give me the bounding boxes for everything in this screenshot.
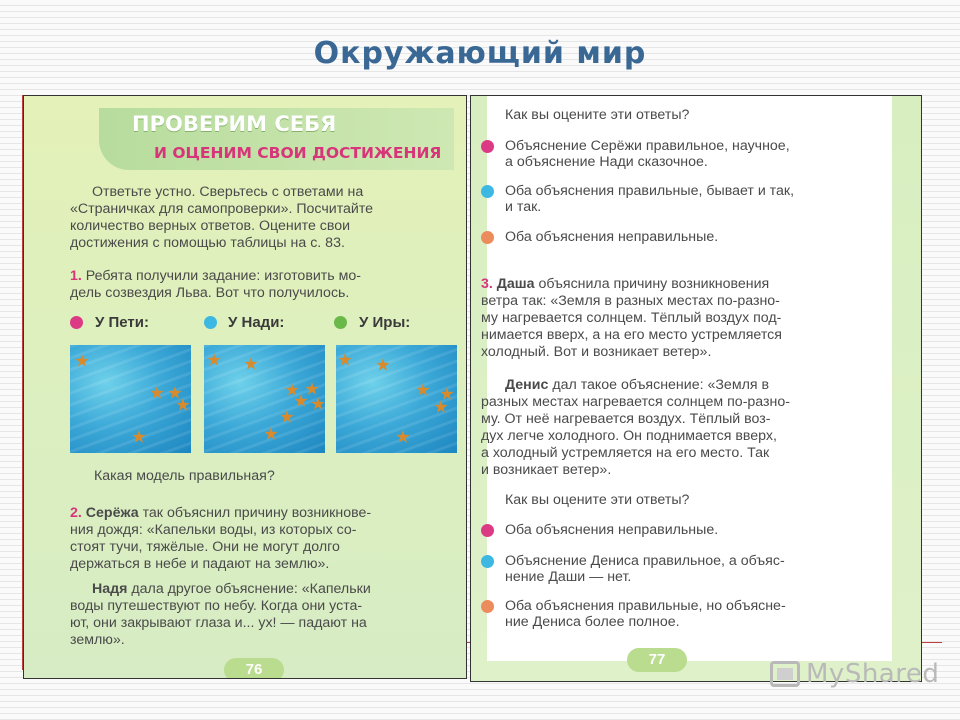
question-2b-line: землю». — [70, 632, 125, 648]
star-icon — [207, 353, 221, 367]
question-3-line: му нагревается солнцем. Тёплый воздух под- — [481, 310, 782, 326]
answer-line: Оба объяснения правильные, бывает и так, — [505, 183, 795, 199]
constellation-model-ira — [336, 345, 457, 453]
question-prompt: Как вы оцените эти ответы? — [505, 107, 690, 123]
star-icon — [285, 383, 299, 397]
question-number: 1. — [70, 268, 82, 284]
section-header: ПРОВЕРИМ СЕБЯ — [132, 112, 337, 136]
answer-dot-pink — [481, 140, 494, 153]
textbook-page-76 — [23, 95, 467, 679]
star-icon — [440, 387, 454, 401]
question-3b-line: а холодный устремляется на его место. Так — [481, 445, 770, 461]
answer-dot-orange — [481, 231, 494, 244]
star-icon — [376, 358, 390, 372]
monitor-icon — [770, 661, 800, 687]
page-number: 76 — [224, 658, 284, 679]
answer-line: ние Дениса более полное. — [505, 614, 680, 630]
star-icon — [244, 357, 258, 371]
star-icon — [311, 397, 325, 411]
question-3b-line: му. От неё нагревается воздух. Тёплый воз- — [481, 411, 771, 427]
question-1-line: дель созвездия Льва. Вот что получилось. — [70, 285, 350, 301]
answer-line: и так. — [505, 199, 542, 215]
option-label: У Иры: — [359, 314, 411, 331]
star-icon — [294, 394, 308, 408]
star-icon — [305, 382, 319, 396]
answer-dot-blue — [481, 185, 494, 198]
star-icon — [280, 410, 294, 424]
answer-line: Оба объяснения неправильные. — [505, 229, 719, 245]
option-label: У Нади: — [228, 314, 285, 331]
textbook-page-77 — [470, 95, 922, 682]
slide-title: Окружающий мир — [313, 36, 647, 71]
option-dot-blue — [204, 316, 217, 329]
star-icon — [176, 398, 190, 412]
question-3-line: 3. Даша объяснила причину возникновения — [481, 276, 770, 292]
option-dot-green — [334, 316, 347, 329]
question-2b-line: Надя дала другое объяснение: «Капельки — [92, 581, 371, 597]
question-1-prompt: Какая модель правильная? — [94, 468, 275, 484]
star-icon — [416, 383, 430, 397]
question-2-line: 2. Серёжа так объяснил причину возникнове- — [70, 505, 372, 521]
watermark-text: MyShared — [806, 659, 940, 689]
question-3-line: нимается вверх, а на его место устремляется — [481, 327, 782, 343]
question-2-line: стоят тучи, тяжёлые. Они не могут долго — [70, 539, 340, 555]
question-number: 2. — [70, 505, 82, 521]
star-icon — [150, 386, 164, 400]
answer-line: Оба объяснения неправильные. — [505, 522, 719, 538]
star-icon — [75, 354, 89, 368]
star-icon — [264, 427, 278, 441]
intro-line: достижения с помощью таблицы на с. 83. — [70, 235, 345, 251]
option-dot-pink — [70, 316, 83, 329]
section-subheader: И ОЦЕНИМ СВОИ ДОСТИЖЕНИЯ — [154, 144, 442, 162]
star-icon — [338, 353, 352, 367]
question-3-line: ветра так: «Земля в разных местах по-разно- — [481, 293, 780, 309]
answer-line: Оба объяснения правильные, но объясне- — [505, 598, 786, 614]
intro-line: количество верных ответов. Оцените свои — [70, 218, 351, 234]
question-2b-line: воды путешествуют по небу. Когда они уста- — [70, 598, 363, 614]
constellation-model-petya — [70, 345, 191, 453]
intro-line: «Страничках для самопроверки». Посчитайте — [70, 201, 374, 217]
page-number: 77 — [627, 648, 687, 672]
answer-line: Объяснение Дениса правильное, а объяс- — [505, 553, 785, 569]
answer-dot-pink — [481, 524, 494, 537]
answer-line: Объяснение Серёжи правильное, научное, — [505, 138, 790, 154]
question-prompt: Как вы оцените эти ответы? — [505, 492, 690, 508]
question-2b-line: ют, они закрывают глаза и... ух! — падают на — [70, 615, 367, 631]
constellation-model-nadya — [204, 345, 325, 453]
answer-dot-blue — [481, 555, 494, 568]
star-icon — [396, 430, 410, 444]
question-3b-line: дух легче холодного. Он поднимается вверх, — [481, 428, 777, 444]
intro-line: Ответьте устно. Сверьтесь с ответами на — [92, 184, 364, 200]
question-3b-line: и возникает ветер». — [481, 462, 612, 478]
question-3b-line: Денис дал такое объяснение: «Земля в — [505, 377, 770, 393]
answer-dot-orange — [481, 600, 494, 613]
question-3b-line: разных местах нагревается солнцем по-разно- — [481, 394, 790, 410]
question-number: 3. — [481, 276, 493, 292]
question-2-line: ния дождя: «Капельки воды, из которых со- — [70, 522, 357, 538]
answer-line: а объяснение Нади сказочное. — [505, 154, 708, 170]
star-icon — [132, 430, 146, 444]
option-label: У Пети: — [95, 314, 149, 331]
star-icon — [168, 386, 182, 400]
watermark — [770, 656, 939, 692]
question-3-line: холодный. Вот и возникает ветер». — [481, 344, 712, 360]
answer-line: нение Даши — нет. — [505, 569, 632, 585]
question-2-line: держаться в небе и падают на землю». — [70, 556, 330, 572]
question-1-line: 1. Ребята получили задание: изготовить мо- — [70, 268, 361, 284]
star-icon — [434, 400, 448, 414]
